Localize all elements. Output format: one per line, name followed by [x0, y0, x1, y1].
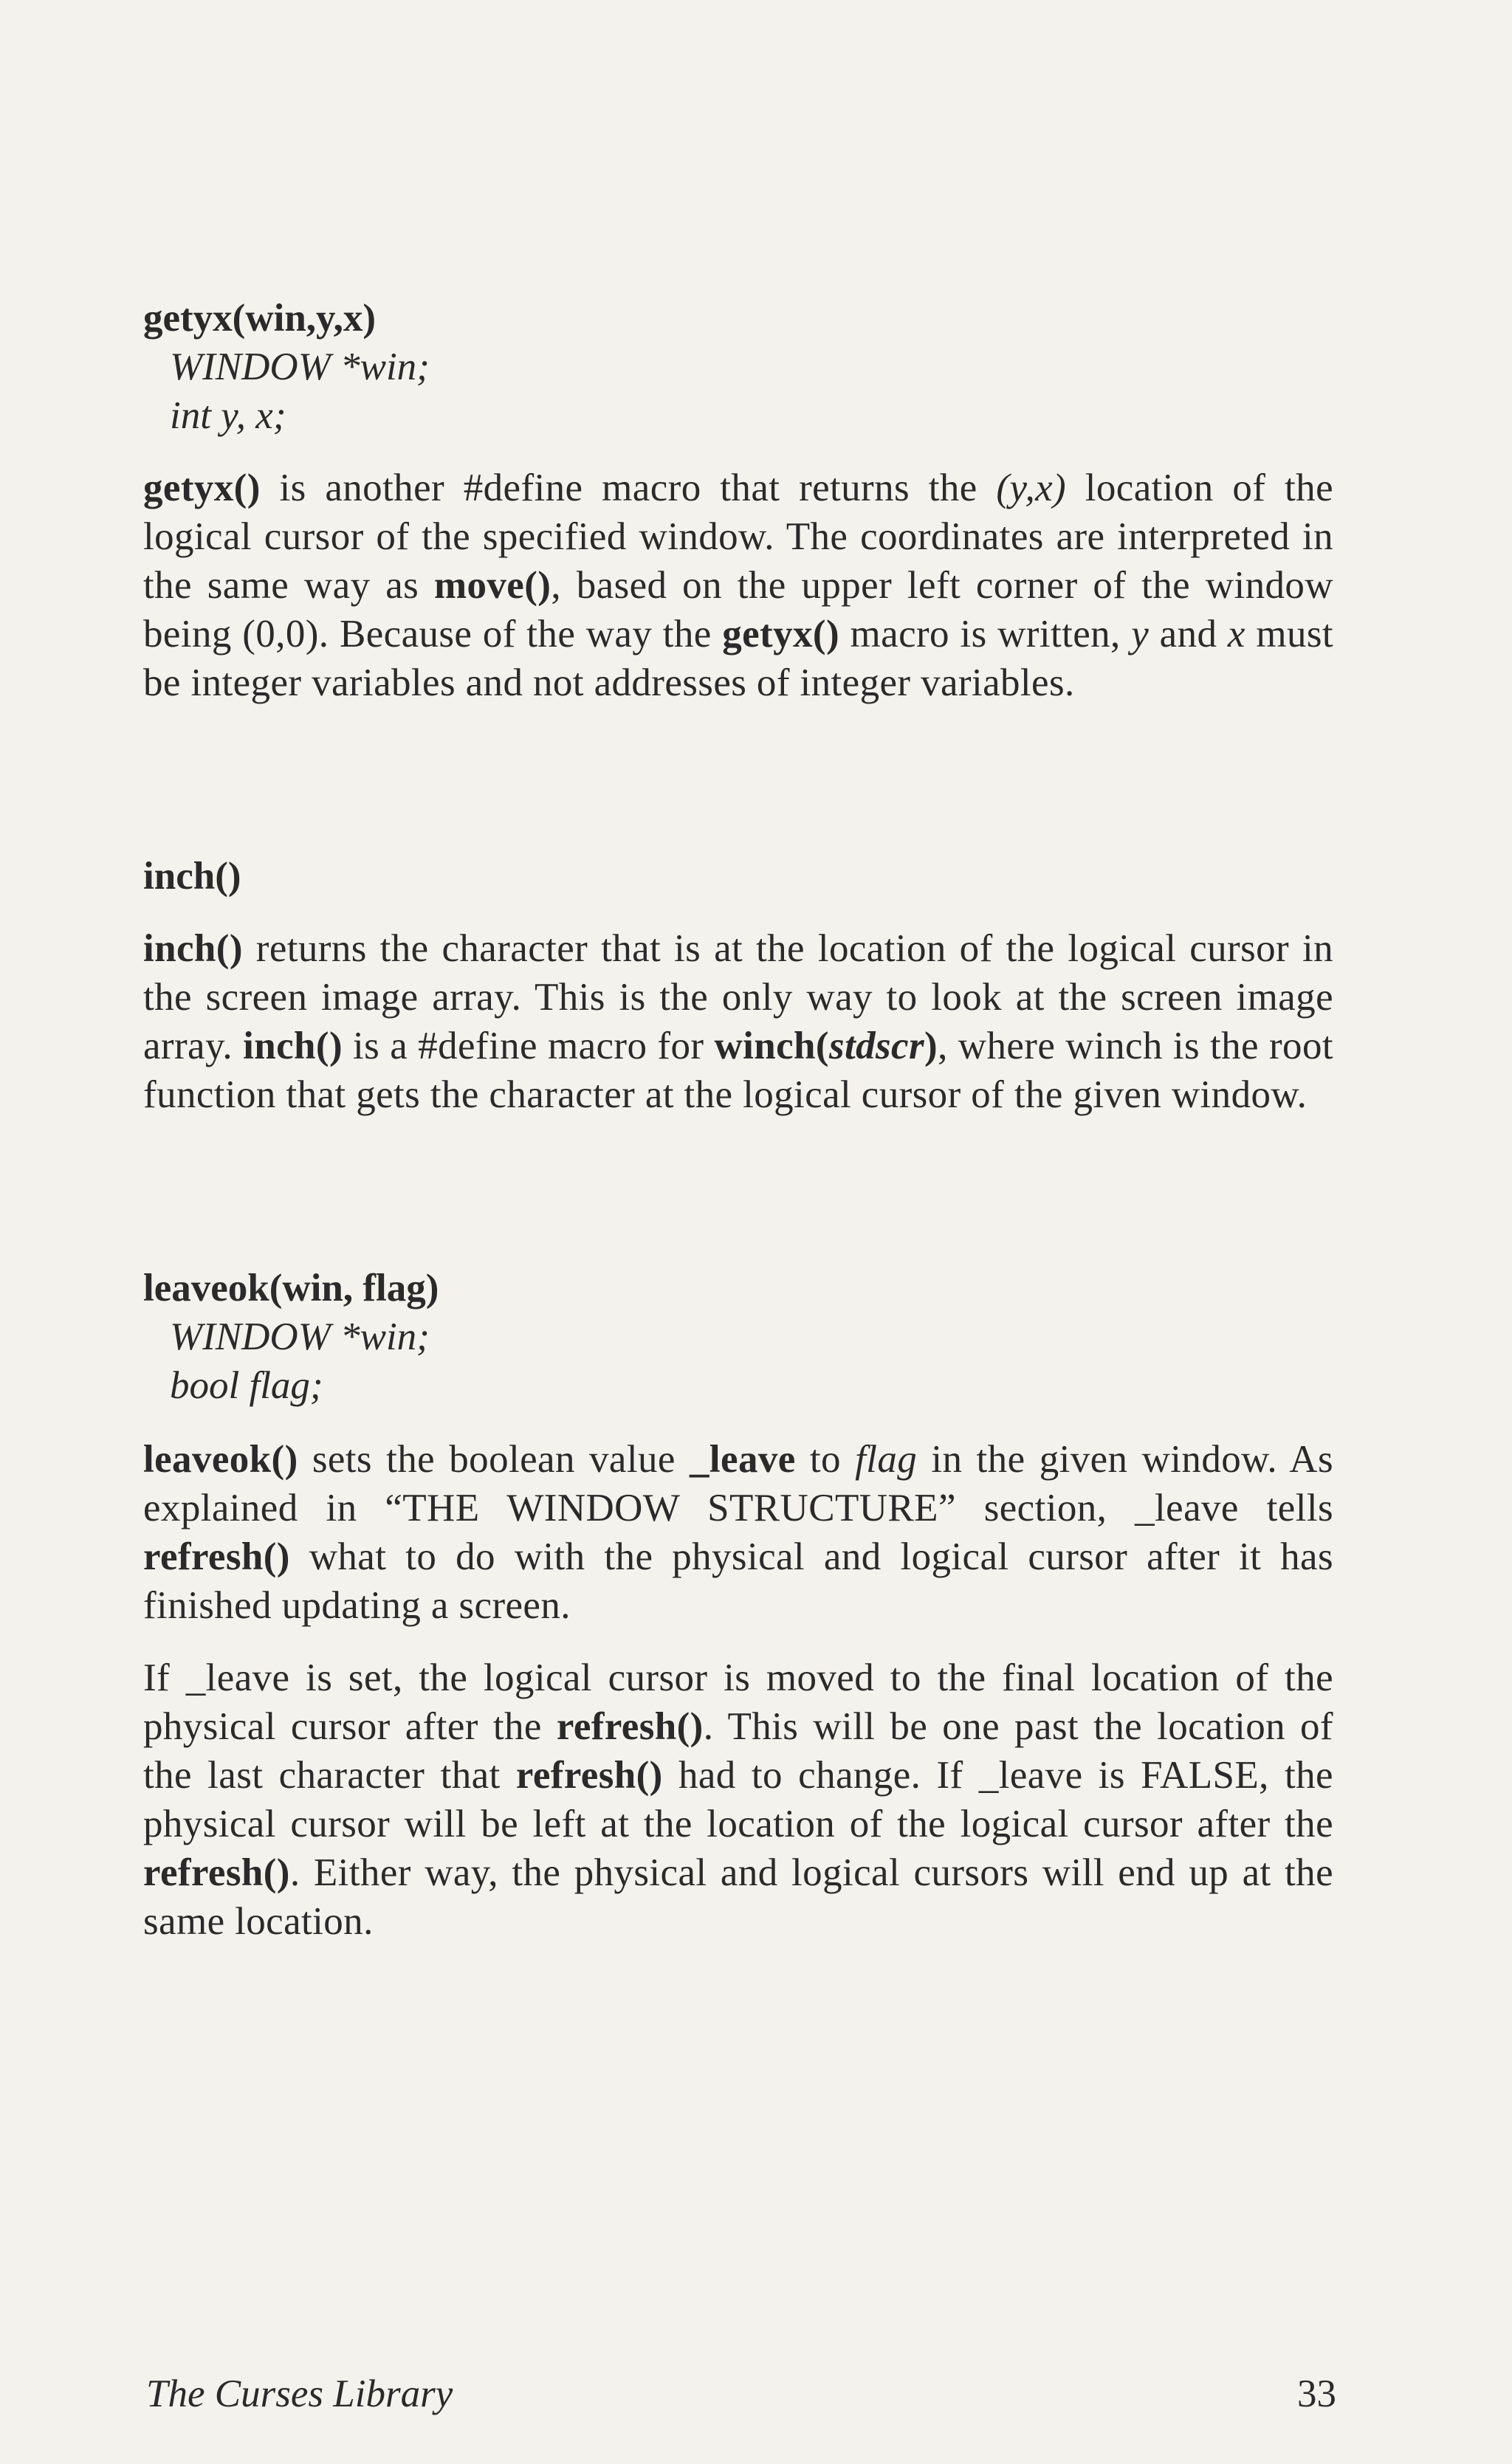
- leaveok-description: [143, 1435, 1333, 1630]
- text-run: in the given window. As explained in “THE WINDOW STRUCTURE” section, _leave tells: [143, 1438, 1333, 1529]
- getyx-description: [143, 464, 1333, 707]
- text-run: . This will be one past the location of the last character that: [143, 1705, 1333, 1797]
- getyx-decl-int: int y, x;: [170, 394, 286, 437]
- text-run: had to change. If _leave is FALSE, the physical cursor will be left at the location of the logical cursor after the: [143, 1754, 1333, 1845]
- text-run: is a #define macro for: [343, 1025, 715, 1067]
- text-run: to: [795, 1438, 856, 1481]
- stdscr-term: stdscr: [828, 1025, 925, 1067]
- leaveok-entry: [143, 1264, 1333, 1410]
- text-run: . Either way, the physical and logical cursors will end up at the same location.: [143, 1851, 1333, 1943]
- yx-term: (y,x): [996, 467, 1067, 509]
- getyx-decl-window: WINDOW *win;: [170, 345, 430, 388]
- getyx-ref: getyx(): [143, 467, 261, 509]
- refresh-ref: refresh(): [556, 1705, 704, 1748]
- text-run: , based on the upper left corner of the window being (0,0). Because of the way the: [143, 564, 1333, 655]
- inch-description: [143, 924, 1333, 1119]
- text-run: must be integer variables and not addresses of integer variables.: [143, 613, 1334, 704]
- refresh-ref: refresh(): [515, 1754, 663, 1797]
- text-run: , where winch is the root function that gets the character at the logical cursor of the given window.: [143, 1025, 1333, 1116]
- leave-behavior-paragraph: [143, 1653, 1333, 1946]
- refresh-ref: refresh(): [143, 1535, 290, 1578]
- footer-book-title: The Curses Library: [146, 2372, 453, 2415]
- leaveok-decl-window: WINDOW *win;: [170, 1315, 430, 1358]
- page-number: 33: [1297, 2372, 1336, 2415]
- text-run: returns the character that is at the location of the logical cursor in the screen image array. This is the only way to look at the screen image array.: [143, 927, 1333, 1067]
- getyx-entry: [143, 294, 1333, 440]
- leaveok-signature: leaveok(win, flag): [143, 1267, 439, 1310]
- text-run: what to do with the physical and logical cursor after it has finished updating a screen.: [143, 1535, 1333, 1627]
- leaveok-ref: leaveok(): [143, 1438, 298, 1481]
- getyx-ref: getyx(): [722, 613, 840, 655]
- leave-field: _leave: [690, 1438, 796, 1481]
- refresh-ref: refresh(): [143, 1851, 290, 1894]
- inch-ref: inch(): [243, 1025, 343, 1067]
- getyx-signature: getyx(win,y,x): [143, 297, 377, 340]
- leaveok-decl-bool: bool flag;: [170, 1364, 323, 1407]
- text-run: macro is written,: [839, 613, 1132, 655]
- text-run: and: [1149, 613, 1228, 655]
- inch-ref: inch(): [143, 927, 243, 970]
- winch-close: ): [924, 1025, 938, 1067]
- winch-ref: winch(: [714, 1025, 829, 1067]
- inch-signature: inch(): [143, 855, 241, 898]
- y-term: y: [1131, 613, 1150, 655]
- x-term: x: [1227, 613, 1245, 655]
- flag-term: flag: [855, 1438, 918, 1481]
- text-run: sets the boolean value: [298, 1438, 690, 1481]
- text-run: location of the logical cursor of the specified window. The coordinates are interpreted in the same way as: [143, 467, 1333, 607]
- inch-entry: [143, 852, 1333, 901]
- text-run: If _leave is set, the logical cursor is moved to the final location of the physical cursor after the: [143, 1656, 1333, 1748]
- move-ref: move(): [433, 564, 551, 607]
- text-run: is another #define macro that returns the: [260, 467, 997, 509]
